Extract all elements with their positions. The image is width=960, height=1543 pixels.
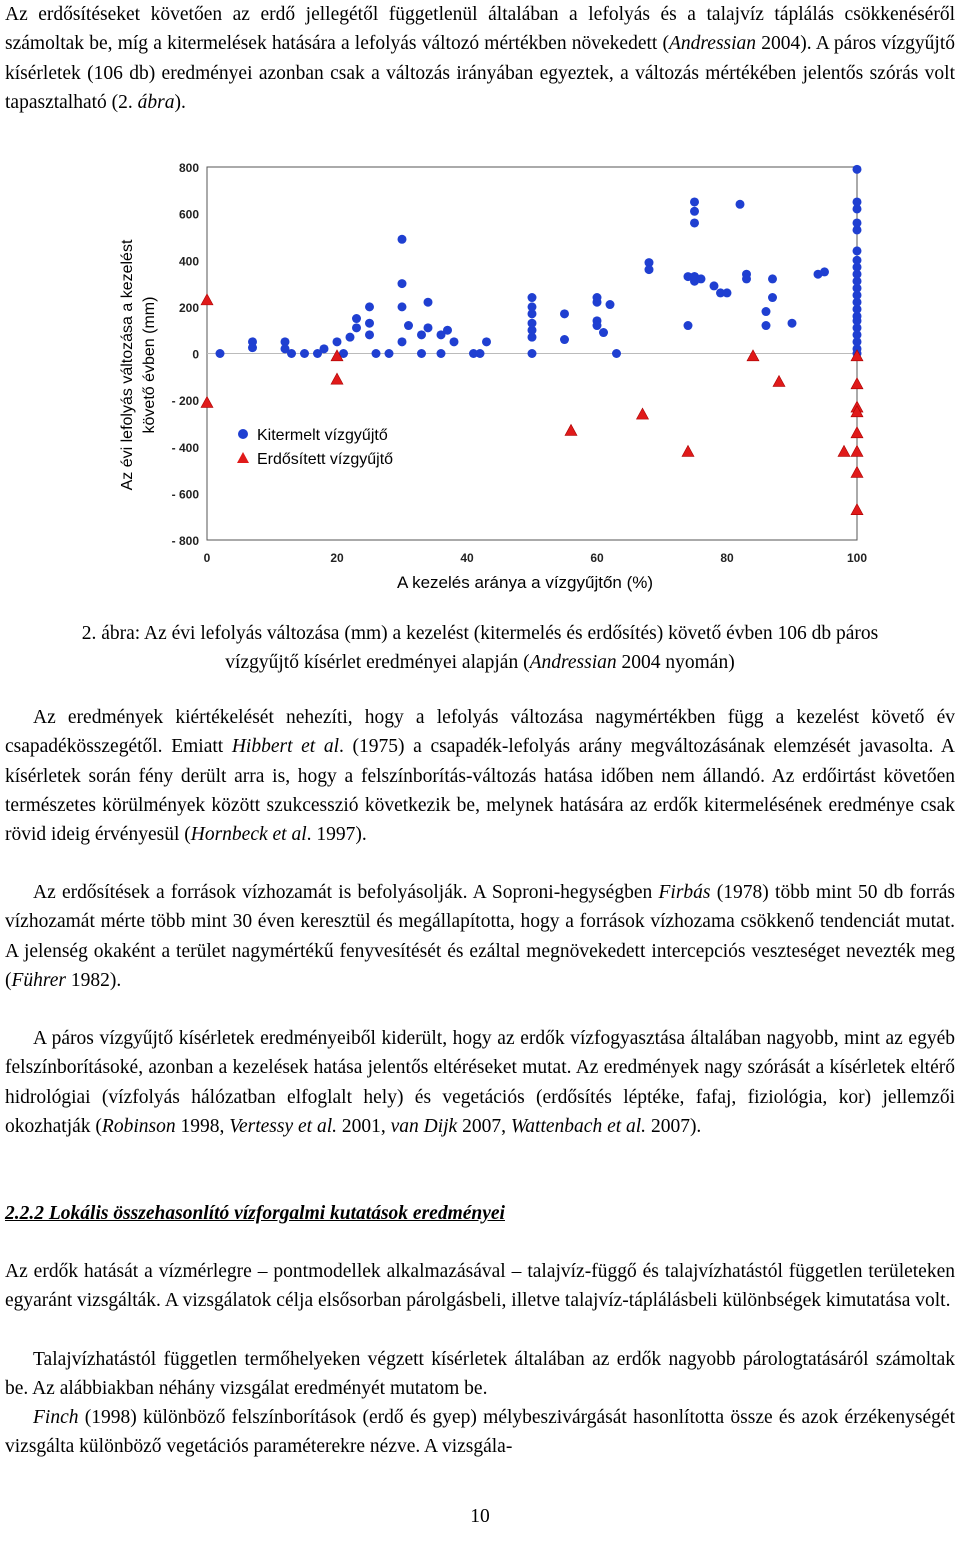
para_2-run-2: (1978) több mint 50 db forrás vízhozamát mérte több mint 30 éven keresztül és megállapította, hogy a források vízhozama csökkenő tendenciát mutat. A jelenség okaként a terület nagymértékű fenyvesítését és ezáltal megnövekedett intercepciós veszteséget nevezték meg (: [5, 882, 955, 991]
para_main-run-4: . 1997).: [306, 824, 367, 846]
data-point-kitermelt: [528, 293, 537, 302]
data-point-kitermelt: [560, 335, 569, 344]
data-point-kitermelt: [788, 319, 797, 328]
data-point-kitermelt: [697, 274, 706, 283]
data-point-kitermelt: [424, 323, 433, 332]
data-point-kitermelt: [599, 328, 608, 337]
data-point-erdositett: [851, 445, 863, 456]
para_3-run-0: A páros vízgyűjtő kísérletek eredményeiből kiderült, hogy az erdők vízfogyasztása általában nagyobb, mint az egyéb felszínborításoké, azonban a kezelések hatása jelentős eltéréseket mutat. Az eredmények nagy szórását a kísérletek eltérő hidrológiai (vízfolyás hálózatban elfoglalt hely) és vegetációs (erdősítés léptéke, fafaj, fiziológia, kor) jellemzői okozhatják (: [5, 1028, 955, 1137]
data-point-kitermelt: [710, 281, 719, 290]
y-tick-label: 800: [178, 161, 199, 175]
para_2-run-0: Az erdősítések a források vízhozamát is befolyásolják. A Soproni-hegységben: [33, 882, 659, 903]
data-point-kitermelt: [690, 197, 699, 206]
data-point-kitermelt: [417, 330, 426, 339]
data-point-erdositett: [201, 396, 213, 407]
para_main-run-0: Az eredmények kiértékelését nehezíti, hogy a lefolyás változása nagymértékben függ a kezelést követő év csapadékösszegétől. Emiatt: [5, 707, 955, 758]
x-tick-label: 20: [330, 551, 344, 565]
data-point-erdositett: [851, 350, 863, 361]
data-point-kitermelt: [398, 337, 407, 346]
data-point-kitermelt: [820, 267, 829, 276]
caption-run-0: 2. ábra: Az évi lefolyás változása (mm) a kezelést (kitermelés és erdősítés) követő évben 106 db páros vízgyűjtő kísérlet eredményei alapján (: [81, 623, 879, 673]
para_3-run-6: 2007,: [457, 1115, 511, 1137]
data-point-erdositett: [851, 466, 863, 477]
data-point-kitermelt: [560, 309, 569, 318]
para_2-run-1: Firbás: [658, 882, 711, 903]
legend-marker-erdositett: [237, 452, 249, 463]
data-point-kitermelt: [768, 274, 777, 283]
paragraph-water-balance: [5, 1257, 955, 1316]
para_main-run-1: Hibbert et al: [231, 736, 340, 758]
data-point-kitermelt: [398, 302, 407, 311]
y-tick-label: 400: [178, 254, 199, 269]
data-point-kitermelt: [762, 321, 771, 330]
para_3-run-4: 2001,: [336, 1115, 391, 1137]
data-point-kitermelt: [853, 165, 862, 174]
data-point-kitermelt: [404, 321, 413, 330]
data-point-kitermelt: [853, 197, 862, 206]
data-point-erdositett: [201, 294, 213, 305]
data-point-kitermelt: [437, 349, 446, 358]
caption-run-1: Andressian: [529, 652, 617, 673]
figure-caption: [0, 619, 960, 677]
y-axis-label-line: követő évben (mm): [141, 296, 158, 434]
y-tick-label: 0: [192, 347, 199, 362]
para_3-run-3: Vertessy et al.: [229, 1115, 337, 1137]
data-point-kitermelt: [762, 307, 771, 316]
para_top-run-3: ábra: [137, 91, 175, 113]
y-axis-label-line: Az évi lefolyás változása a kezelést: [119, 239, 136, 491]
data-point-kitermelt: [352, 323, 361, 332]
x-tick-label: 80: [720, 551, 734, 565]
paragraph-intro: [5, 0, 955, 117]
data-point-kitermelt: [528, 319, 537, 328]
data-point-kitermelt: [365, 330, 374, 339]
data-point-kitermelt: [346, 333, 355, 342]
page-number: 10: [470, 1506, 490, 1527]
data-point-erdositett: [747, 350, 759, 361]
scatter-chart: [100, 150, 880, 600]
data-point-kitermelt: [365, 319, 374, 328]
data-point-kitermelt: [372, 349, 381, 358]
x-tick-label: 0: [203, 551, 211, 565]
data-point-kitermelt: [723, 288, 732, 297]
data-point-kitermelt: [593, 321, 602, 330]
data-point-kitermelt: [593, 293, 602, 302]
data-point-kitermelt: [424, 298, 433, 307]
x-axis-label: A kezelés aránya a vízgyűjtőn (%): [396, 573, 654, 592]
y-tick-label: - 400: [171, 440, 199, 455]
data-point-kitermelt: [333, 337, 342, 346]
para_3-run-2: 1998,: [175, 1115, 230, 1137]
data-point-erdositett: [565, 424, 577, 435]
paragraph-independent-sites: [5, 1345, 955, 1404]
caption-run-2: 2004 nyomán): [616, 652, 735, 673]
data-point-kitermelt: [736, 200, 745, 209]
para_2-run-4: 1982).: [66, 969, 122, 991]
data-point-kitermelt: [365, 302, 374, 311]
para_4-run-0: Az erdők hatását a vízmérlegre – pontmodellek alkalmazásával – talajvíz-függő és talajvízhatástól független területeken egyaránt vizsgálták. A vizsgálatok célja elsősorban párolgásbeli, illetve talajvíz-táplálásbeli különbségek kimutatása volt.: [5, 1261, 955, 1312]
data-point-kitermelt: [352, 314, 361, 323]
data-point-kitermelt: [853, 218, 862, 227]
para_top-run-4: ).: [174, 91, 186, 113]
y-tick-label: 200: [178, 300, 199, 315]
data-point-kitermelt: [398, 279, 407, 288]
x-tick-label: 60: [590, 551, 604, 565]
para_6-run-1: (1998) különböző felszínborítások (erdő és gyep) mélybeszivárgását hasonlította össze és azok érzékenységét vizsgálta különböző vegetációs paraméterekre nézve. A vizsgála-: [5, 1407, 955, 1458]
para_top-run-1: Andressian: [669, 33, 757, 55]
legend-marker-kitermelt: [238, 429, 248, 439]
data-point-erdositett: [682, 445, 694, 456]
data-point-erdositett: [851, 504, 863, 515]
y-tick-label: - 600: [171, 487, 199, 502]
data-point-kitermelt: [300, 349, 309, 358]
data-point-kitermelt: [528, 349, 537, 358]
para_top-run-2: 2004). A páros vízgyűjtő kísérletek (106 db) eredményei azonban csak a változás irányában egyeztek, a változás mértékében jelentős szórás volt tapasztalható (2.: [5, 33, 955, 113]
para_3-run-1: Robinson: [101, 1115, 176, 1137]
para_3-run-8: 2007).: [646, 1115, 702, 1137]
data-point-kitermelt: [528, 302, 537, 311]
data-point-kitermelt: [853, 246, 862, 255]
data-point-erdositett: [637, 408, 649, 419]
paragraph-finch: [5, 1403, 955, 1462]
data-point-kitermelt: [450, 337, 459, 346]
data-point-erdositett: [773, 375, 785, 386]
para_main-run-3: Hornbeck et al: [190, 824, 307, 846]
data-point-kitermelt: [606, 300, 615, 309]
data-point-kitermelt: [385, 349, 394, 358]
paragraph-springs: [5, 878, 955, 995]
data-point-erdositett: [331, 373, 343, 384]
para_top-run-0: Az erdősítéseket követően az erdő jellegétől függetlenül általában a lefolyás és a talajvíz táplálás csökkenéséről számoltak be, míg a kitermelések hatására a lefolyás változó mértékben növekedett (: [5, 4, 955, 55]
data-point-kitermelt: [417, 349, 426, 358]
y-tick-label: 600: [178, 207, 199, 222]
section-heading: 2.2.2 Lokális összehasonlító vízforgalmi kutatások eredményei: [5, 1203, 505, 1224]
legend-label: Kitermelt vízgyűjtő: [257, 427, 388, 444]
para_3-run-5: van Dijk: [390, 1115, 458, 1137]
y-tick-label: - 200: [171, 394, 199, 409]
data-point-erdositett: [851, 427, 863, 438]
data-point-erdositett: [851, 378, 863, 389]
data-point-kitermelt: [645, 265, 654, 274]
data-point-kitermelt: [398, 235, 407, 244]
y-tick-label: - 800: [171, 534, 199, 548]
para_5-run-0: Talajvízhatástól független termőhelyeken végzett kísérletek általában az erdők nagyobb párologtatásáról számoltak be. Az alábbiakban néhány vizsgálat eredményét mutatom be.: [5, 1349, 955, 1400]
x-tick-label: 100: [846, 551, 868, 565]
data-point-kitermelt: [320, 344, 329, 353]
data-point-kitermelt: [690, 218, 699, 227]
x-tick-label: 40: [460, 551, 474, 565]
data-point-kitermelt: [742, 274, 751, 283]
paragraph-paired-catchments: [5, 1024, 955, 1141]
data-point-erdositett: [838, 445, 850, 456]
data-point-kitermelt: [482, 337, 491, 346]
para_main-run-2: . (1975) a csapadék-lefolyás arány megváltozásának elemzését javasolta. A kísérletek során fény derült arra is, hogy a felszínborítás-változás hatása időben nem állandó. Az erdőirtást követően természetes körülmények között szukcesszió következik be, melynek hatására az erdők kitermelésének eredménye csak rövid ideig érvényesül (: [5, 736, 955, 846]
para_3-run-7: Wattenbach et al.: [510, 1115, 647, 1137]
legend-label: Erdősített vízgyűjtő: [257, 451, 394, 468]
data-point-kitermelt: [612, 349, 621, 358]
data-point-kitermelt: [287, 349, 296, 358]
para_6-run-0: Finch: [33, 1407, 79, 1428]
data-point-kitermelt: [690, 207, 699, 216]
data-point-kitermelt: [768, 293, 777, 302]
data-point-kitermelt: [853, 256, 862, 265]
para_2-run-3: Führer: [11, 969, 67, 991]
data-point-kitermelt: [443, 326, 452, 335]
data-point-kitermelt: [248, 343, 257, 352]
data-point-kitermelt: [216, 349, 225, 358]
data-point-kitermelt: [684, 321, 693, 330]
paragraph-results: [5, 703, 955, 849]
data-point-kitermelt: [476, 349, 485, 358]
